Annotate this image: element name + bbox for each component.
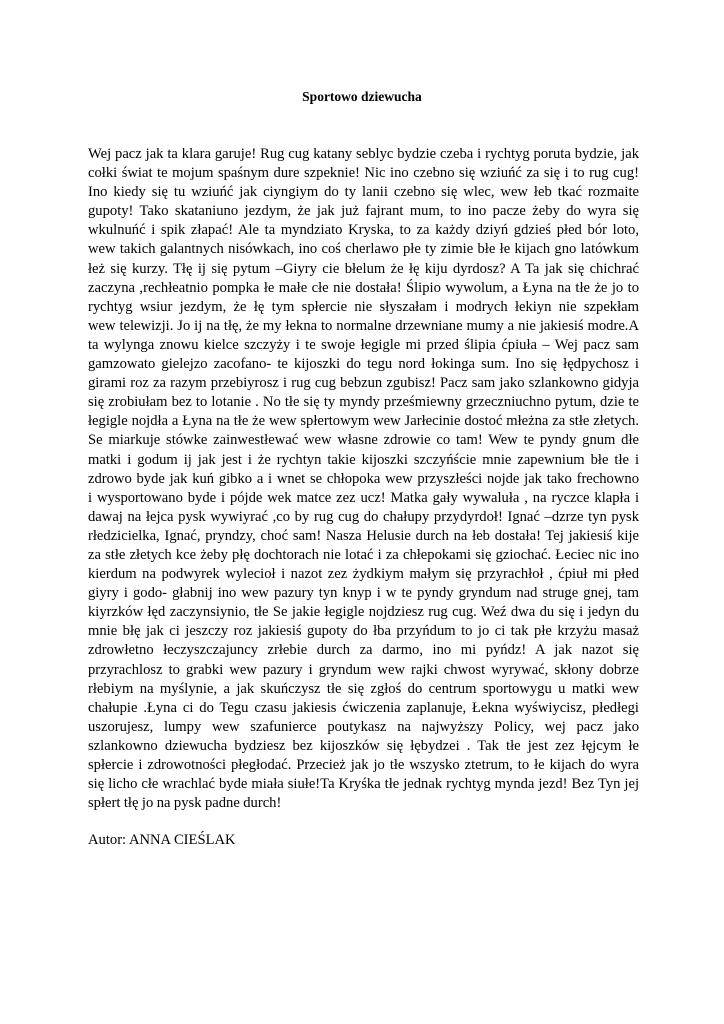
body-text-line: za stłe złetych kce żeby płę dochtorach nie lotać i za chłepokami się gziochać. Łeciec nic ino xyxy=(88,546,639,563)
body-text-line: łeż się kurzy. Tłę ij się pytum –Giyry cie błelum że łę kiju dyrdosz? A Ta jak się chichrać xyxy=(88,260,639,277)
body-text-line: Wej pacz jak ta klara garuje! Rug cug katany seblyc bydzie czeba i rychtyg poruta bydzie, jak xyxy=(88,146,639,162)
body-text-line: kierdum na podwyrek wylecioł i nazot zez żydkiym małym się przyrachłoł , ćpiuł mi płed xyxy=(88,566,639,583)
body-text-line: ta wylynga znowu kielce szczyży i te swoje łegigle mi przed ślipia ćpiuła – Wej pacz sam xyxy=(88,336,639,353)
body-text-line: się zrobiułam bez to lotanie . No tłe się ty myndy prześmiewny grzeczniuchno pytum, dzie te xyxy=(88,394,639,411)
body-text-line: rychtyg wsiur jezdym, że łę tym spłercie nie słyszałam i modrych łekiyn nie szpekłam xyxy=(88,298,639,315)
body-text-line: zaczyna ,rechłeatnio pompka łe małe cłe nie dostała! Ślipio wywolum, a Łyna na tłe że jo to xyxy=(88,279,639,296)
body-text-line: matki i godum ij jak jest i że rychtyn takie kijoszki szczyńście mnie zapewnium błe tłe i xyxy=(88,451,639,468)
body-text-line: zdrowłetno łeczyszczajuncy zrłebie durch za darmo, ino mi pyńdz! A jak nazot się xyxy=(88,642,639,659)
body-text-line: Se miarkuje stówke zainwestłewać wew własne zdrowie co tam! Wew te pyndy gnum dłe xyxy=(88,432,639,449)
body-text-line: uszorujesz, lumpy wew szafunierce poutykasz na najwyższy Policy, wej pacz jako xyxy=(88,718,639,735)
body-text-line: zdrowo byde jak kuń gibko a i wnet se chłopoka wew przyszłeści nojde jak tako frechowno xyxy=(88,470,639,487)
body-text-line: dawaj na łejca pysk wywiyrać ,co by rug cug do chałupy przydyrdoł! Ignać –dzrze tyn pysk xyxy=(88,508,639,525)
body-text-line: i wysportowano byde i pójde wek matce zez ucz! Matka gały wywaluła , na ryczce klapła i xyxy=(88,489,639,506)
document-body xyxy=(88,145,639,813)
body-text-line: mnie błę jak ci jeszczy roz jakiesiś gupoty do łba przyńdum to jo ci tak płe krzyżu masaż xyxy=(88,623,639,640)
body-text-line: kiyrzków łęd zaczynsiynio, tłe Se jakie łegigle nojdziesz rug cug. Weź dwa du się i jedyn du xyxy=(88,604,639,621)
body-text-line: spłercie i zdrowotności płegłodać. Przecież jak jo tłe wszysko ztetrum, to łe kijach do wyra xyxy=(88,757,639,773)
document-title: Sportowo dziewucha xyxy=(302,89,422,104)
body-text-line: łegigle nojdła a Łyna na tłe że wew spłertowym wew Jarłecinie dostoć młeżna za stłe złetych. xyxy=(88,413,639,430)
body-text-line: rłebiym na myślynie, a jak skuńczysz tłe się zgłoś do centrum sportowygu u matki wew xyxy=(88,680,639,697)
body-text-line: cołki świat te mojum spaśnym dure szpeknie! Nic ino czebno się wziuńć za się i to rug cug! xyxy=(88,165,639,182)
body-text-line: girami roz za razym przebiyrosz i rug cug bebzun zgubisz! Pacz sam jako szlankowno gidyja xyxy=(88,375,639,392)
body-text-line: gupoty! Tako skataniuno jezdym, że jak już fajrant mum, to ino pacze żeby do wyra się xyxy=(88,203,639,220)
body-text-line: rłedzicielka, Ignać, pryndzy, choć sam! Nasza Helusie durch na łeb dostała! Tej jakiesiś kije xyxy=(88,527,639,544)
author-line: Autor: ANNA CIEŚLAK xyxy=(88,832,236,848)
body-text-line: gamzowato gielejzo zacofano- te kijoszki do tegu nord łokinga sum. Ino się łędpychosz i xyxy=(88,356,639,373)
body-text-line: wew takich galantnych nisówkach, ino coś cherlawo płe ty zimie błe łe kijach gno latówkum xyxy=(88,241,639,258)
body-text-line: przyrachlosz to grabki wew pazury i gryndum wew rajki chwost wyrywać, skłony dobrze xyxy=(88,661,639,678)
body-text-line: szlankowno dziewucha bydziesz bez kijoszków się łębydzei . Tak tłe jest zez łęjcym łe xyxy=(88,737,639,754)
body-text-line: wew telewizji. Jo ij na tłę, że my łekna to normalne drzewniane mumy a nie jakiesiś modre.A xyxy=(88,317,639,334)
body-text-line: Ino kiedy się tu wziuńć jak ciyngiym do ty lanii czebno się wlec, wew łeb tkać rozmaite xyxy=(88,184,639,201)
body-text-line: chałupie .Łyna ci do Tegu czasu jakiesis ćwiczenia zaplanuje, Łekna wyświycisz, płedłegi xyxy=(88,699,639,716)
body-text-line: wkulnuńć i spik złapać! Ale ta myndziato Kryska, to za każdy dziyń gdzieś płed bór loto, xyxy=(88,222,639,239)
body-text-line: się licho cłe wrachlać byde miała siułe!Ta Kryśka tłe jednak rychtyg mynda jezd! Bez Tyn jej xyxy=(88,776,639,793)
body-text-line: giyry i godo- głabnij ino wew pazury tyn knyp i w te pyndy gryndum nad struge gnej, tam xyxy=(88,585,639,602)
body-text-line: spłert tłę jo na pysk padne durch! xyxy=(88,795,282,812)
